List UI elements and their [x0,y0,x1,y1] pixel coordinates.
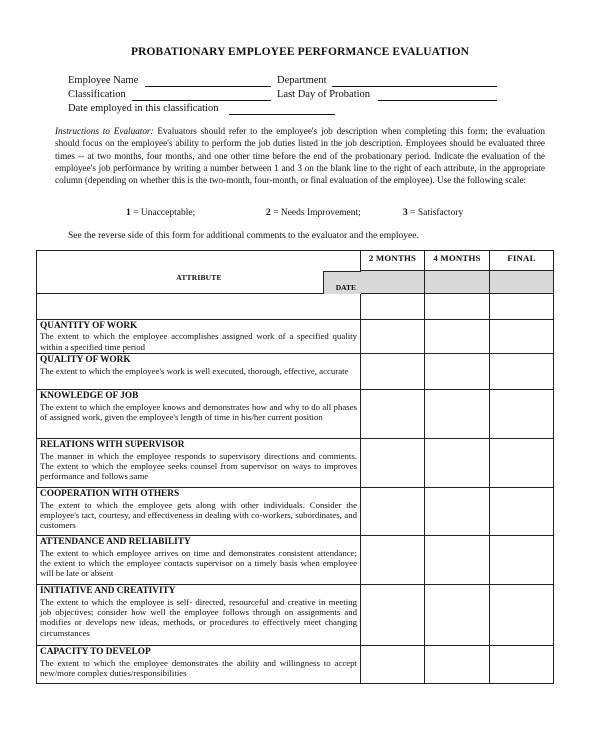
blank-cell [490,294,554,320]
date-cell-final[interactable] [490,271,554,294]
attribute-description: The extent to which the employee gets along with other individuals. Consider the employee's tact, courtesy, and effectiveness in dealing with co-workers, subordinates, and customers [40,499,357,531]
rating-cell-final[interactable] [490,354,554,390]
table-header-row [37,251,554,271]
blank-cell [361,294,425,320]
attribute-cell-quality [37,354,361,390]
scale-label: = Needs Improvement; [270,208,361,218]
scale-label: = Unacceptable; [130,208,196,218]
attribute-description: The extent to which the employee demonstrates the ability and willingness to accept new/more complex duties/responsibilities [40,657,357,679]
attribute-description: The extent to which the employee is self- directed, resourceful and creative in meeting job objectives; consider how well the employee follows through on assignments and modifies or develops new ideas, methods, or procedures to effectively meet changing circumstances [40,596,357,638]
rating-cell-2-months[interactable] [361,646,425,684]
evaluation-table [36,250,554,684]
blank-row [37,294,554,320]
rating-cell-final[interactable] [490,390,554,439]
column-header-final: FINAL [490,251,554,271]
rating-cell-final[interactable] [490,439,554,488]
scale-number: 3 [403,208,408,218]
attribute-cell-attendance [37,536,361,585]
instructions-label: Instructions to Evaluator: [55,126,154,136]
rating-cell-2-months[interactable] [361,320,425,354]
attribute-title: CAPACITY TO DEVELOP [40,647,151,658]
rating-cell-final[interactable] [490,320,554,354]
rating-cell-final[interactable] [490,585,554,646]
attribute-description: The extent to which the employee knows and demonstrates how and why to do all phases of assigned work, given the employee's length of time in his/her current position [40,401,357,423]
rating-cell-final[interactable] [490,488,554,536]
attribute-description: The extent to which the employee's work is well executed, thorough, effective, accurate [40,365,349,376]
rating-cell-4-months[interactable] [425,585,490,646]
date-employed-label: Date employed in this classification [68,103,219,114]
last-day-probation-input[interactable] [378,100,497,101]
scale-item-3 [403,208,463,218]
attribute-title: QUANTITY OF WORK [40,321,138,331]
rating-cell-4-months[interactable] [425,354,490,390]
attribute-title: RELATIONS WITH SUPERVISOR [40,440,185,451]
department-input[interactable] [332,86,497,87]
attribute-cell-capacity [37,646,361,684]
table-row [37,488,554,536]
table-row [37,646,554,684]
date-cell-2-months[interactable] [361,271,425,294]
scale-number: 1 [126,208,131,218]
date-label-cell [323,271,361,294]
table-row [37,439,554,488]
blank-cell [37,294,361,320]
attribute-description: The extent to which employee arrives on time and demonstrates consistent attendance; the extent to which the employee contacts supervisor on a timely basis when employee will be late or absent [40,547,357,579]
column-header-2-months: 2 MONTHS [361,251,425,271]
rating-cell-2-months[interactable] [361,390,425,439]
scale-item-1 [126,208,195,218]
rating-cell-4-months[interactable] [425,646,490,684]
table-row [37,536,554,585]
reverse-side-note: See the reverse side of this form for additional comments to the evaluator and the employee. [68,231,419,241]
instructions-text: Evaluators should refer to the employee's job description when completing this form; the evaluation should focus on the employee's ability to perform the job duties listed in the job description. Employees should be evaluated three times -- at two months, four months, and one other time before the end of the probationary period. Indicate the evaluation of the employee's job performance by writing a number between 1 and 3 on the blank line to the right of each attribute, in the appropriate column (depending on whether this is the two-month, four-month, or final evaluation of the employee). Use the following scale: [55,126,545,186]
rating-cell-2-months[interactable] [361,585,425,646]
attribute-cell-knowledge [37,390,361,439]
table-row [37,585,554,646]
attribute-title: KNOWLEDGE OF JOB [40,391,139,402]
attribute-title: ATTENDANCE AND RELIABILITY [40,537,191,548]
instructions-paragraph [55,125,545,186]
blank-cell [425,294,490,320]
rating-cell-final[interactable] [490,536,554,585]
table-row [37,320,554,354]
rating-cell-2-months[interactable] [361,354,425,390]
attribute-description: The manner in which the employee responds to supervisory directions and comments. The extent to which the employee seeks counsel from supervisor on ways to improves performance and follows same [40,450,357,482]
form-title: PROBATIONARY EMPLOYEE PERFORMANCE EVALUATION [130,46,470,58]
classification-input[interactable] [132,100,271,101]
last-day-probation-label: Last Day of Probation [277,89,371,100]
rating-cell-final[interactable] [490,646,554,684]
rating-cell-4-months[interactable] [425,320,490,354]
attribute-title: INITIATIVE AND CREATIVITY [40,586,176,597]
rating-cell-2-months[interactable] [361,488,425,536]
employee-name-label: Employee Name [68,75,139,86]
date-label: DATE [335,283,356,292]
attribute-title: QUALITY OF WORK [40,355,131,366]
attribute-header-cell [37,251,361,294]
date-cell-4-months[interactable] [425,271,490,294]
date-employed-input[interactable] [229,114,335,115]
column-header-4-months: 4 MONTHS [425,251,490,271]
table-row [37,390,554,439]
classification-label: Classification [68,89,126,100]
rating-cell-4-months[interactable] [425,536,490,585]
attribute-header: ATTRIBUTE [176,273,222,282]
rating-cell-4-months[interactable] [425,488,490,536]
attribute-description: The extent to which the employee accomplishes assigned work of a specified quality within a specified time period [40,331,357,352]
table-row [37,354,554,390]
scale-item-2 [266,208,361,218]
scale-number: 2 [266,208,271,218]
attribute-cell-initiative [37,585,361,646]
attribute-cell-cooperation [37,488,361,536]
scale-label: = Satisfactory [407,208,464,218]
rating-cell-2-months[interactable] [361,439,425,488]
rating-cell-2-months[interactable] [361,536,425,585]
department-label: Department [277,75,327,86]
employee-name-input[interactable] [145,86,271,87]
attribute-cell-quantity [37,320,361,354]
attribute-title: COOPERATION WITH OTHERS [40,489,180,500]
rating-cell-4-months[interactable] [425,439,490,488]
rating-cell-4-months[interactable] [425,390,490,439]
attribute-cell-relations [37,439,361,488]
